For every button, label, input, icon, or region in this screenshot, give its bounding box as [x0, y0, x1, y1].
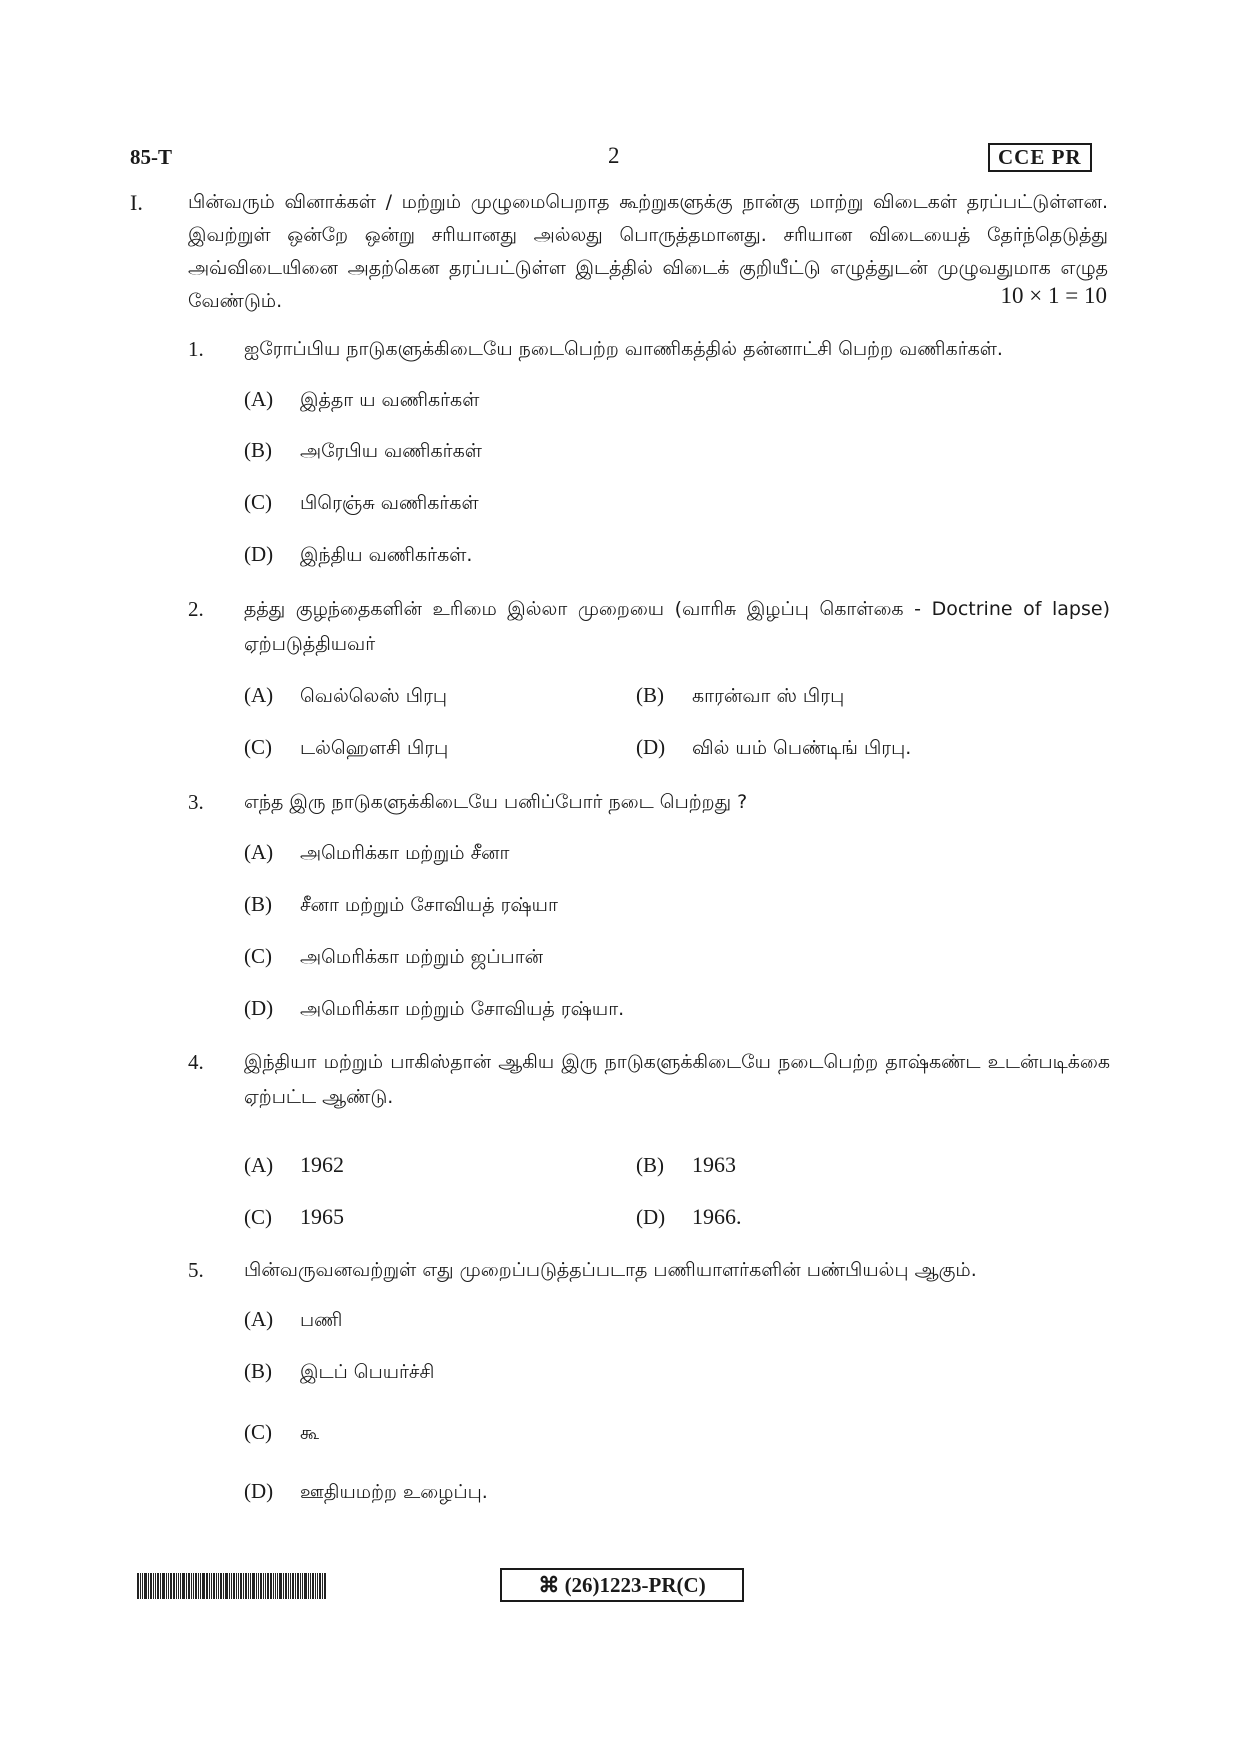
- question-text: தத்து குழந்தைகளின் உரிமை இல்லா முறையை (வாரிசு இழப்பு கொள்கை - Doctrine of lapse) ஏற்படுத்தியவர்: [244, 598, 1110, 655]
- option-label: (C): [244, 1205, 272, 1229]
- option-text: 1963: [692, 1152, 736, 1177]
- option-label: (C): [244, 1420, 272, 1444]
- barcode-bar: [137, 1573, 139, 1599]
- barcode-bar: [170, 1573, 172, 1599]
- option-label: (C): [244, 735, 272, 759]
- barcode-bar: [290, 1573, 291, 1599]
- option: [244, 996, 624, 1023]
- barcode-bar: [292, 1573, 294, 1599]
- option-text: பிரெஞ்சு வணிகர்கள்: [300, 492, 479, 514]
- barcode-bar: [300, 1573, 301, 1599]
- page-number: 2: [608, 143, 620, 168]
- option-label: (A): [244, 840, 274, 864]
- barcode-bar: [223, 1573, 224, 1599]
- option-label: (B): [636, 683, 664, 707]
- option-label: (B): [244, 892, 272, 916]
- barcode-bar: [155, 1573, 156, 1599]
- option: [244, 1152, 344, 1178]
- option-text: கூ: [300, 1422, 320, 1444]
- option-text: டல்ஹெளசி பிரபு: [300, 737, 449, 759]
- barcode-bar: [186, 1573, 187, 1599]
- exam-type-box: CCE PR: [988, 143, 1092, 172]
- option-text: 1965: [300, 1204, 344, 1229]
- barcode-bar: [206, 1573, 208, 1599]
- barcode-bar: [144, 1573, 147, 1599]
- barcode-bar: [317, 1573, 318, 1599]
- barcode-bar: [270, 1573, 272, 1599]
- barcode-bar: [188, 1573, 190, 1599]
- option: [244, 542, 472, 569]
- question-number: 5.: [188, 1258, 204, 1282]
- option: [244, 1307, 342, 1334]
- option: [244, 438, 482, 465]
- barcode-bar: [236, 1573, 237, 1599]
- barcode-bar: [250, 1573, 251, 1599]
- barcode-bar: [140, 1573, 141, 1599]
- option: [244, 735, 448, 762]
- question-number: 1.: [188, 337, 204, 361]
- barcode-bar: [202, 1573, 205, 1599]
- barcode-bar: [319, 1573, 321, 1599]
- barcode: [137, 1573, 367, 1599]
- barcode-bar: [267, 1573, 269, 1599]
- option-label: (D): [244, 1479, 274, 1503]
- section-number: I.: [130, 190, 143, 215]
- barcode-bar: [193, 1573, 194, 1599]
- option-label: (A): [244, 1307, 274, 1331]
- option: [636, 735, 911, 762]
- option-text: அமெரிக்கா மற்றும் சோவியத் ரஷ்யா.: [300, 998, 625, 1020]
- barcode-bar: [243, 1573, 244, 1599]
- barcode-bar: [324, 1573, 326, 1599]
- barcode-bar: [225, 1573, 228, 1599]
- option-text: இடப் பெயர்ச்சி: [300, 1361, 435, 1383]
- barcode-bar: [198, 1573, 199, 1599]
- question-number: 4.: [188, 1050, 204, 1074]
- barcode-bar: [279, 1573, 282, 1599]
- option-label: (C): [244, 944, 272, 968]
- option-text: இத்தா ய வணிகர்கள்: [300, 389, 480, 411]
- question-text: இந்தியா மற்றும் பாகிஸ்தான் ஆகிய இரு நாடுகளுக்கிடையே நடைபெற்ற தாஷ்கண்ட உடன்படிக்கை ஏற்பட்ட ஆண்டு.: [244, 1051, 1110, 1108]
- option-text: சீனா மற்றும் சோவியத் ரஷ்யா: [300, 894, 558, 916]
- barcode-bar: [283, 1573, 284, 1599]
- barcode-bar: [248, 1573, 249, 1599]
- option-label: (A): [244, 1153, 274, 1177]
- option-text: காரன்வா ஸ் பிரபு: [692, 685, 845, 707]
- barcode-bar: [176, 1573, 177, 1599]
- barcode-bar: [263, 1573, 264, 1599]
- option: [244, 1359, 434, 1386]
- footer-paper-code: ⌘ (26)1223-PR(C): [500, 1568, 744, 1602]
- barcode-bar: [168, 1573, 169, 1599]
- option-text: அரேபிய வணிகர்கள்: [300, 440, 482, 462]
- option: [636, 683, 844, 710]
- option-label: (C): [244, 490, 272, 514]
- barcode-bar: [233, 1573, 235, 1599]
- option-text: பணி: [300, 1309, 343, 1331]
- barcode-bar: [178, 1573, 179, 1599]
- option: [244, 683, 447, 710]
- option-text: அமெரிக்கா மற்றும் சீனா: [300, 842, 510, 864]
- barcode-bar: [315, 1573, 316, 1599]
- question-text: ஐரோப்பிய நாடுகளுக்கிடையே நடைபெற்ற வாணிகத்தில் தன்னாட்சி பெற்ற வணிகர்கள்.: [244, 338, 1003, 360]
- barcode-bar: [195, 1573, 197, 1599]
- barcode-bar: [288, 1573, 289, 1599]
- barcode-bar: [182, 1573, 185, 1599]
- question-text: பின்வருவனவற்றுள் எது முறைப்படுத்தப்படாத பணியாளர்களின் பண்பியல்பு ஆகும்.: [244, 1259, 977, 1281]
- barcode-bar: [173, 1573, 175, 1599]
- option-text: அமெரிக்கா மற்றும் ஜப்பான்: [300, 946, 544, 968]
- barcode-bar: [308, 1573, 309, 1599]
- option-text: 1962: [300, 1152, 344, 1177]
- barcode-bar: [220, 1573, 222, 1599]
- option-label: (D): [636, 735, 666, 759]
- option: [244, 840, 509, 867]
- barcode-bar: [258, 1573, 259, 1599]
- barcode-bar: [285, 1573, 287, 1599]
- option-text: ஊதியமற்ற உழைப்பு.: [300, 1481, 488, 1503]
- option-label: (B): [244, 1359, 272, 1383]
- option: [636, 1204, 742, 1230]
- barcode-bar: [322, 1573, 323, 1599]
- barcode-bar: [218, 1573, 219, 1599]
- barcode-bar: [216, 1573, 217, 1599]
- barcode-bar: [211, 1573, 212, 1599]
- barcode-bar: [295, 1573, 296, 1599]
- barcode-bar: [157, 1573, 159, 1599]
- option-text: வெல்லெஸ் பிரபு: [300, 685, 448, 707]
- option-label: (D): [244, 996, 274, 1020]
- barcode-bar: [273, 1573, 274, 1599]
- barcode-bar: [150, 1573, 152, 1599]
- option-label: (A): [244, 683, 274, 707]
- section-marks: 10 × 1 = 10: [1000, 283, 1107, 308]
- barcode-bar: [245, 1573, 247, 1599]
- barcode-bar: [256, 1573, 257, 1599]
- option-label: (B): [636, 1153, 664, 1177]
- barcode-bar: [238, 1573, 239, 1599]
- barcode-bar: [260, 1573, 262, 1599]
- option: [244, 387, 479, 414]
- barcode-bar: [162, 1573, 165, 1599]
- barcode-bar: [310, 1573, 311, 1599]
- barcode-bar: [304, 1573, 307, 1599]
- option-label: (B): [244, 438, 272, 462]
- barcode-bar: [191, 1573, 192, 1599]
- barcode-bar: [153, 1573, 154, 1599]
- question-number: 3.: [188, 790, 204, 814]
- section-instruction: பின்வரும் வினாக்கள் / மற்றும் முழுமைபெறாத கூற்றுகளுக்கு நான்கு மாற்று விடைகள் தரப்பட்டுள்ளன. இவற்றுள் ஒன்றே ஒன்று சரியானது அல்லது பொருத்தமானது. சரியான விடையைத் தேர்ந்தெடுத்து அவ்விடையினை அதற்கென தரப்பட்டுள்ள இடத்தில் விடைக் குறியீட்டு எழுத்துடன் முழுவதுமாக எழுத வேண்டும்.: [188, 191, 1108, 312]
- option-text: இந்திய வணிகர்கள்.: [300, 544, 473, 566]
- barcode-bar: [297, 1573, 299, 1599]
- option: [244, 944, 543, 971]
- option-label: (A): [244, 387, 274, 411]
- option-text: 1966.: [692, 1204, 742, 1229]
- barcode-bar: [166, 1573, 167, 1599]
- barcode-bar: [209, 1573, 210, 1599]
- barcode-bar: [277, 1573, 278, 1599]
- question-number: 2.: [188, 597, 204, 621]
- barcode-bar: [312, 1573, 314, 1599]
- option: [244, 1204, 344, 1230]
- barcode-bar: [213, 1573, 215, 1599]
- barcode-bar: [240, 1573, 242, 1599]
- option: [244, 1479, 488, 1506]
- option-label: (D): [636, 1205, 666, 1229]
- option: [244, 892, 558, 919]
- barcode-bar: [229, 1573, 230, 1599]
- option: [244, 490, 479, 517]
- option-text: வில் யம் பெண்டிங் பிரபு.: [692, 737, 912, 759]
- barcode-bar: [180, 1573, 181, 1599]
- barcode-bar: [275, 1573, 276, 1599]
- barcode-bar: [302, 1573, 303, 1599]
- barcode-bar: [200, 1573, 201, 1599]
- option: [636, 1152, 736, 1178]
- barcode-bar: [265, 1573, 266, 1599]
- barcode-bar: [148, 1573, 149, 1599]
- option-label: (D): [244, 542, 274, 566]
- barcode-bar: [160, 1573, 161, 1599]
- barcode-bar: [142, 1573, 143, 1599]
- question-text: எந்த இரு நாடுகளுக்கிடையே பனிப்போர் நடை பெற்றது ?: [244, 791, 748, 813]
- barcode-bar: [252, 1573, 255, 1599]
- option: [244, 1420, 319, 1447]
- paper-code: 85-T: [130, 145, 172, 169]
- barcode-bar: [231, 1573, 232, 1599]
